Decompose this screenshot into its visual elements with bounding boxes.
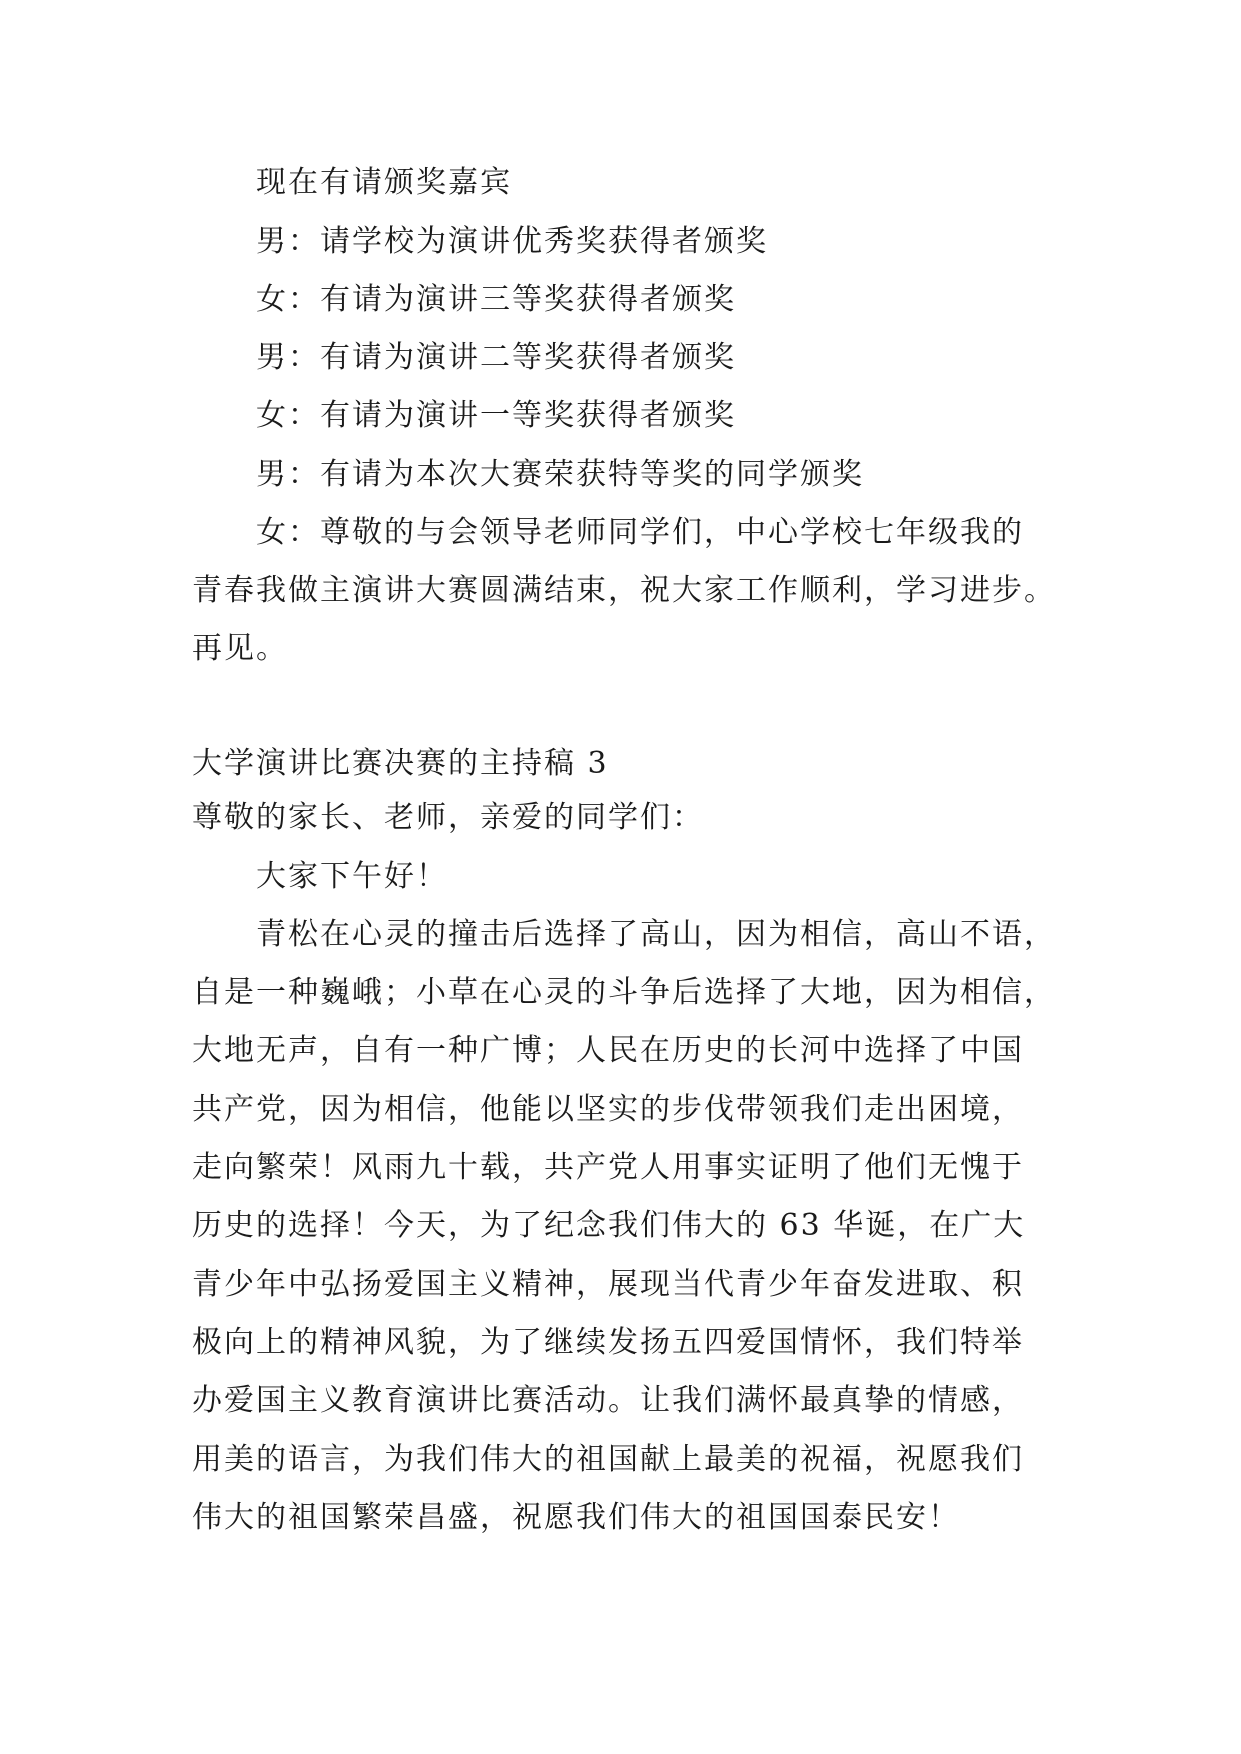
- text-line: 伟大的祖国繁荣昌盛，祝愿我们伟大的祖国国泰民安！: [192, 1500, 960, 1535]
- text-line: 青少年中弘扬爱国主义精神，展现当代青少年奋发进取、积: [192, 1267, 1024, 1302]
- text-line: 男：有请为演讲二等奖获得者颁奖: [256, 340, 736, 375]
- section-title: 大学演讲比赛决赛的主持稿 3: [192, 746, 609, 781]
- text-line: 男：请学校为演讲优秀奖获得者颁奖: [256, 224, 768, 259]
- text-line: 办爱国主义教育演讲比赛活动。让我们满怀最真挚的情感，: [192, 1383, 1024, 1418]
- text-line: 女：有请为演讲一等奖获得者颁奖: [256, 398, 736, 433]
- text-line: 男：有请为本次大赛荣获特等奖的同学颁奖: [256, 457, 864, 492]
- text-line: 青春我做主演讲大赛圆满结束，祝大家工作顺利，学习进步。: [192, 573, 1056, 608]
- text-line: 极向上的精神风貌，为了继续发扬五四爱国情怀，我们特举: [192, 1325, 1024, 1360]
- text-line: 大地无声，自有一种广博；人民在历史的长河中选择了中国: [192, 1033, 1024, 1068]
- text-line: 女：有请为演讲三等奖获得者颁奖: [256, 282, 736, 317]
- text-line: 用美的语言，为我们伟大的祖国献上最美的祝福，祝愿我们: [192, 1442, 1024, 1477]
- text-line: 青松在心灵的撞击后选择了高山，因为相信，高山不语，: [256, 917, 1056, 952]
- text-line: 自是一种巍峨；小草在心灵的斗争后选择了大地，因为相信，: [192, 975, 1056, 1010]
- greeting: 大家下午好！: [256, 859, 448, 894]
- text-line: 共产党，因为相信，他能以坚实的步伐带领我们走出困境，: [192, 1092, 1024, 1127]
- text-line: 女：尊敬的与会领导老师同学们，中心学校七年级我的: [256, 515, 1024, 550]
- salutation: 尊敬的家长、老师，亲爱的同学们：: [192, 800, 704, 835]
- text-line: 现在有请颁奖嘉宾: [256, 165, 512, 200]
- text-line: 再见。: [192, 631, 288, 666]
- text-line: 走向繁荣！风雨九十载，共产党人用事实证明了他们无愧于: [192, 1150, 1024, 1185]
- text-line: 历史的选择！今天，为了纪念我们伟大的 63 华诞，在广大: [192, 1208, 1026, 1243]
